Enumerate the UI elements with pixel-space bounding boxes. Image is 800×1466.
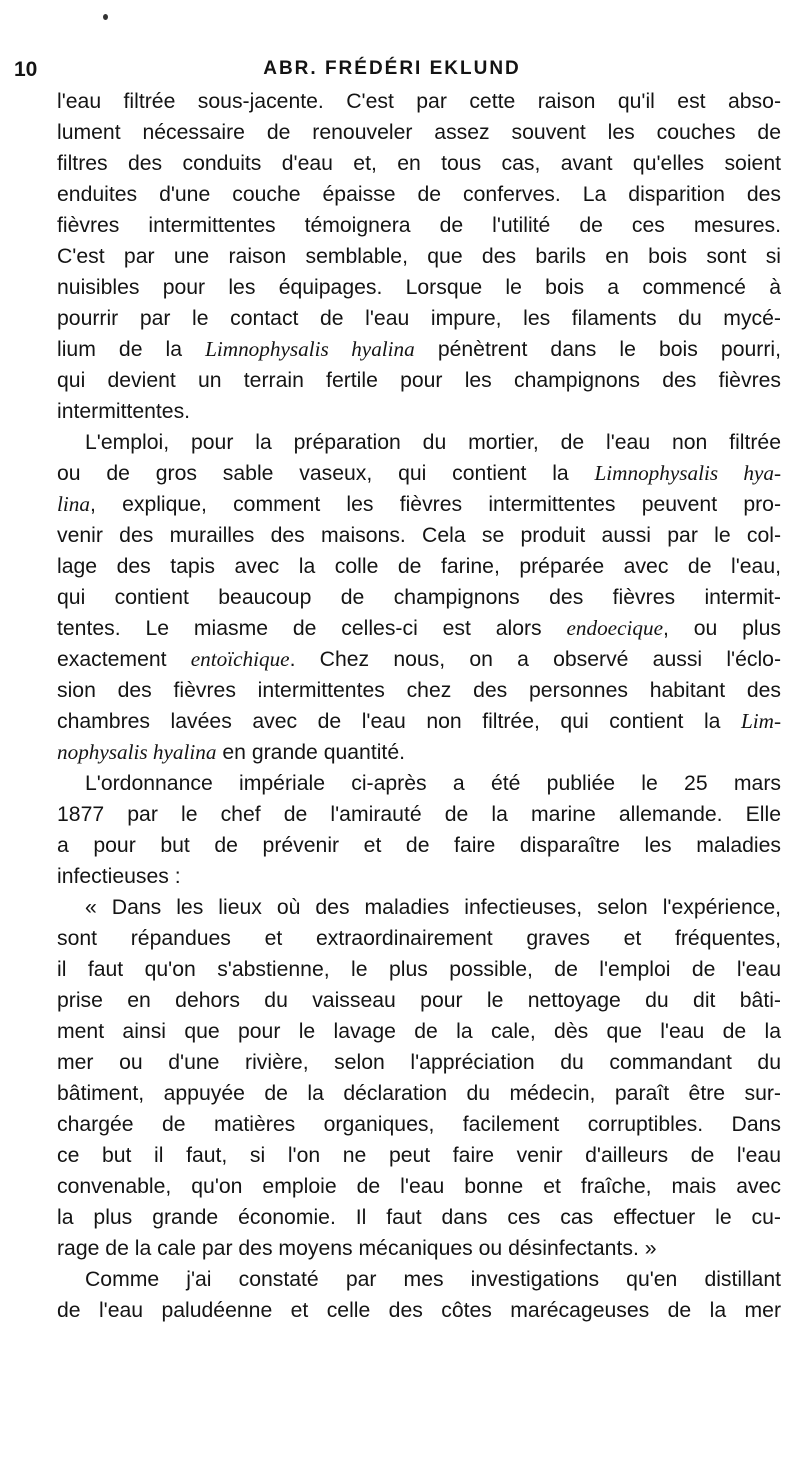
text-line bbox=[57, 861, 781, 892]
text-run: qui contient beaucoup de champignons des fièvres intermit- bbox=[57, 586, 781, 609]
text-run: qui devient un terrain fertile pour les champignons des fièvres bbox=[57, 369, 781, 392]
text-run: enduites d'une couche épaisse de conferves. La disparition des bbox=[57, 183, 781, 206]
text-run: exactement bbox=[57, 648, 191, 671]
text-line bbox=[57, 1295, 781, 1326]
italic-text: Limnophysalis hyalina bbox=[205, 337, 415, 361]
italic-text: Limnophysalis hya- bbox=[594, 461, 781, 485]
text-line bbox=[57, 892, 781, 923]
text-run: prise en dehors du vaisseau pour le nettoyage du dit bâti- bbox=[57, 989, 781, 1012]
text-run: convenable, qu'on emploie de l'eau bonne et fraîche, mais avec bbox=[57, 1175, 781, 1198]
text-line bbox=[57, 706, 781, 737]
text-line bbox=[57, 148, 781, 179]
text-run: en grande quantité. bbox=[216, 741, 405, 764]
text-line bbox=[57, 489, 781, 520]
italic-text: entoïchique bbox=[190, 647, 290, 671]
text-run: chambres lavées avec de l'eau non filtrée, qui contient la bbox=[57, 710, 741, 733]
body-text bbox=[57, 86, 781, 1326]
text-run: pénètrent dans le bois pourri, bbox=[414, 338, 781, 361]
text-run: de l'eau paludéenne et celle des côtes marécageuses de la mer bbox=[57, 1299, 781, 1322]
text-run: ment ainsi que pour le lavage de la cale, dès que l'eau de la bbox=[57, 1020, 781, 1043]
text-run: nuisibles pour les équipages. Lorsque le bois a commencé à bbox=[57, 276, 781, 299]
text-line bbox=[57, 241, 781, 272]
text-run: L'emploi, pour la préparation du mortier, de l'eau non filtrée bbox=[85, 431, 781, 454]
text-line bbox=[57, 365, 781, 396]
text-run: bâtiment, appuyée de la déclaration du médecin, paraît être sur- bbox=[57, 1082, 781, 1105]
text-run: a pour but de prévenir et de faire disparaître les maladies bbox=[57, 834, 781, 857]
text-run: pourrir par le contact de l'eau impure, les filaments du mycé- bbox=[57, 307, 781, 330]
italic-text: endoecique bbox=[566, 616, 663, 640]
text-line bbox=[57, 1140, 781, 1171]
text-line bbox=[57, 1233, 781, 1264]
text-line bbox=[57, 768, 781, 799]
text-line bbox=[57, 1171, 781, 1202]
text-line bbox=[57, 520, 781, 551]
text-line bbox=[57, 458, 781, 489]
text-line bbox=[57, 179, 781, 210]
text-run: 1877 par le chef de l'amirauté de la marine allemande. Elle bbox=[57, 803, 781, 826]
text-run: sont répandues et extraordinairement graves et fréquentes, bbox=[57, 927, 781, 950]
text-line bbox=[57, 1078, 781, 1109]
text-line bbox=[57, 1016, 781, 1047]
text-run: infectieuses : bbox=[57, 865, 181, 888]
print-speck bbox=[103, 14, 108, 20]
italic-text: Lim- bbox=[740, 709, 781, 733]
text-run: il faut qu'on s'abstienne, le plus possible, de l'emploi de l'eau bbox=[57, 958, 781, 981]
text-run: C'est par une raison semblable, que des barils en bois sont si bbox=[57, 245, 781, 268]
text-line bbox=[57, 799, 781, 830]
text-line bbox=[57, 117, 781, 148]
text-line bbox=[57, 644, 781, 675]
text-line bbox=[57, 954, 781, 985]
text-run: . Chez nous, on a observé aussi l'éclo- bbox=[289, 648, 782, 671]
text-run: lium de la bbox=[57, 338, 206, 361]
text-line bbox=[57, 582, 781, 613]
text-line bbox=[57, 551, 781, 582]
text-line bbox=[57, 613, 781, 644]
text-line bbox=[57, 675, 781, 706]
text-run: filtres des conduits d'eau et, en tous cas, avant qu'elles soient bbox=[57, 152, 781, 175]
text-run: tentes. Le miasme de celles-ci est alors bbox=[57, 617, 567, 640]
text-line bbox=[57, 334, 781, 365]
text-line bbox=[57, 396, 781, 427]
text-run: rage de la cale par des moyens mécaniques ou désinfectants. » bbox=[57, 1237, 657, 1260]
text-run: sion des fièvres intermittentes chez des personnes habitant des bbox=[57, 679, 781, 702]
text-run: ce but il faut, si l'on ne peut faire venir d'ailleurs de l'eau bbox=[57, 1144, 781, 1167]
text-line bbox=[57, 1047, 781, 1078]
page-number: 10 bbox=[14, 58, 38, 81]
text-line bbox=[57, 1264, 781, 1295]
text-line bbox=[57, 272, 781, 303]
text-line bbox=[57, 86, 781, 117]
text-line bbox=[57, 923, 781, 954]
text-run: venir des murailles des maisons. Cela se produit aussi par le col- bbox=[57, 524, 781, 547]
text-run: l'eau filtrée sous-jacente. C'est par cette raison qu'il est abso- bbox=[57, 90, 781, 113]
text-line bbox=[57, 210, 781, 241]
text-run: chargée de matières organiques, facilement corruptibles. Dans bbox=[57, 1113, 781, 1136]
text-line bbox=[57, 303, 781, 334]
text-run: L'ordonnance impériale ci-après a été publiée le 25 mars bbox=[85, 772, 781, 795]
italic-text: lina bbox=[57, 492, 90, 516]
text-run: , ou plus bbox=[662, 617, 781, 640]
text-line bbox=[57, 427, 781, 458]
text-run: lument nécessaire de renouveler assez souvent les couches de bbox=[57, 121, 781, 144]
text-line bbox=[57, 1109, 781, 1140]
text-line bbox=[57, 830, 781, 861]
text-run: Comme j'ai constaté par mes investigations qu'en distillant bbox=[85, 1268, 781, 1291]
text-run: la plus grande économie. Il faut dans ces cas effectuer le cu- bbox=[57, 1206, 781, 1229]
text-run: mer ou d'une rivière, selon l'appréciation du commandant du bbox=[57, 1051, 781, 1074]
text-line bbox=[57, 737, 781, 768]
text-line bbox=[57, 985, 781, 1016]
text-run: lage des tapis avec la colle de farine, préparée avec de l'eau, bbox=[57, 555, 781, 578]
text-run: fièvres intermittentes témoignera de l'utilité de ces mesures. bbox=[57, 214, 781, 237]
text-line bbox=[57, 1202, 781, 1233]
text-run: ou de gros sable vaseux, qui contient la bbox=[57, 462, 595, 485]
running-title: ABR. FRÉDÉRI EKLUND bbox=[263, 58, 521, 79]
text-run: intermittentes. bbox=[57, 400, 191, 423]
text-run: , explique, comment les fièvres intermittentes peuvent pro- bbox=[89, 493, 781, 516]
italic-text: nophysalis hyalina bbox=[57, 740, 217, 764]
text-run: « Dans les lieux où des maladies infectieuses, selon l'expérience, bbox=[85, 896, 781, 919]
